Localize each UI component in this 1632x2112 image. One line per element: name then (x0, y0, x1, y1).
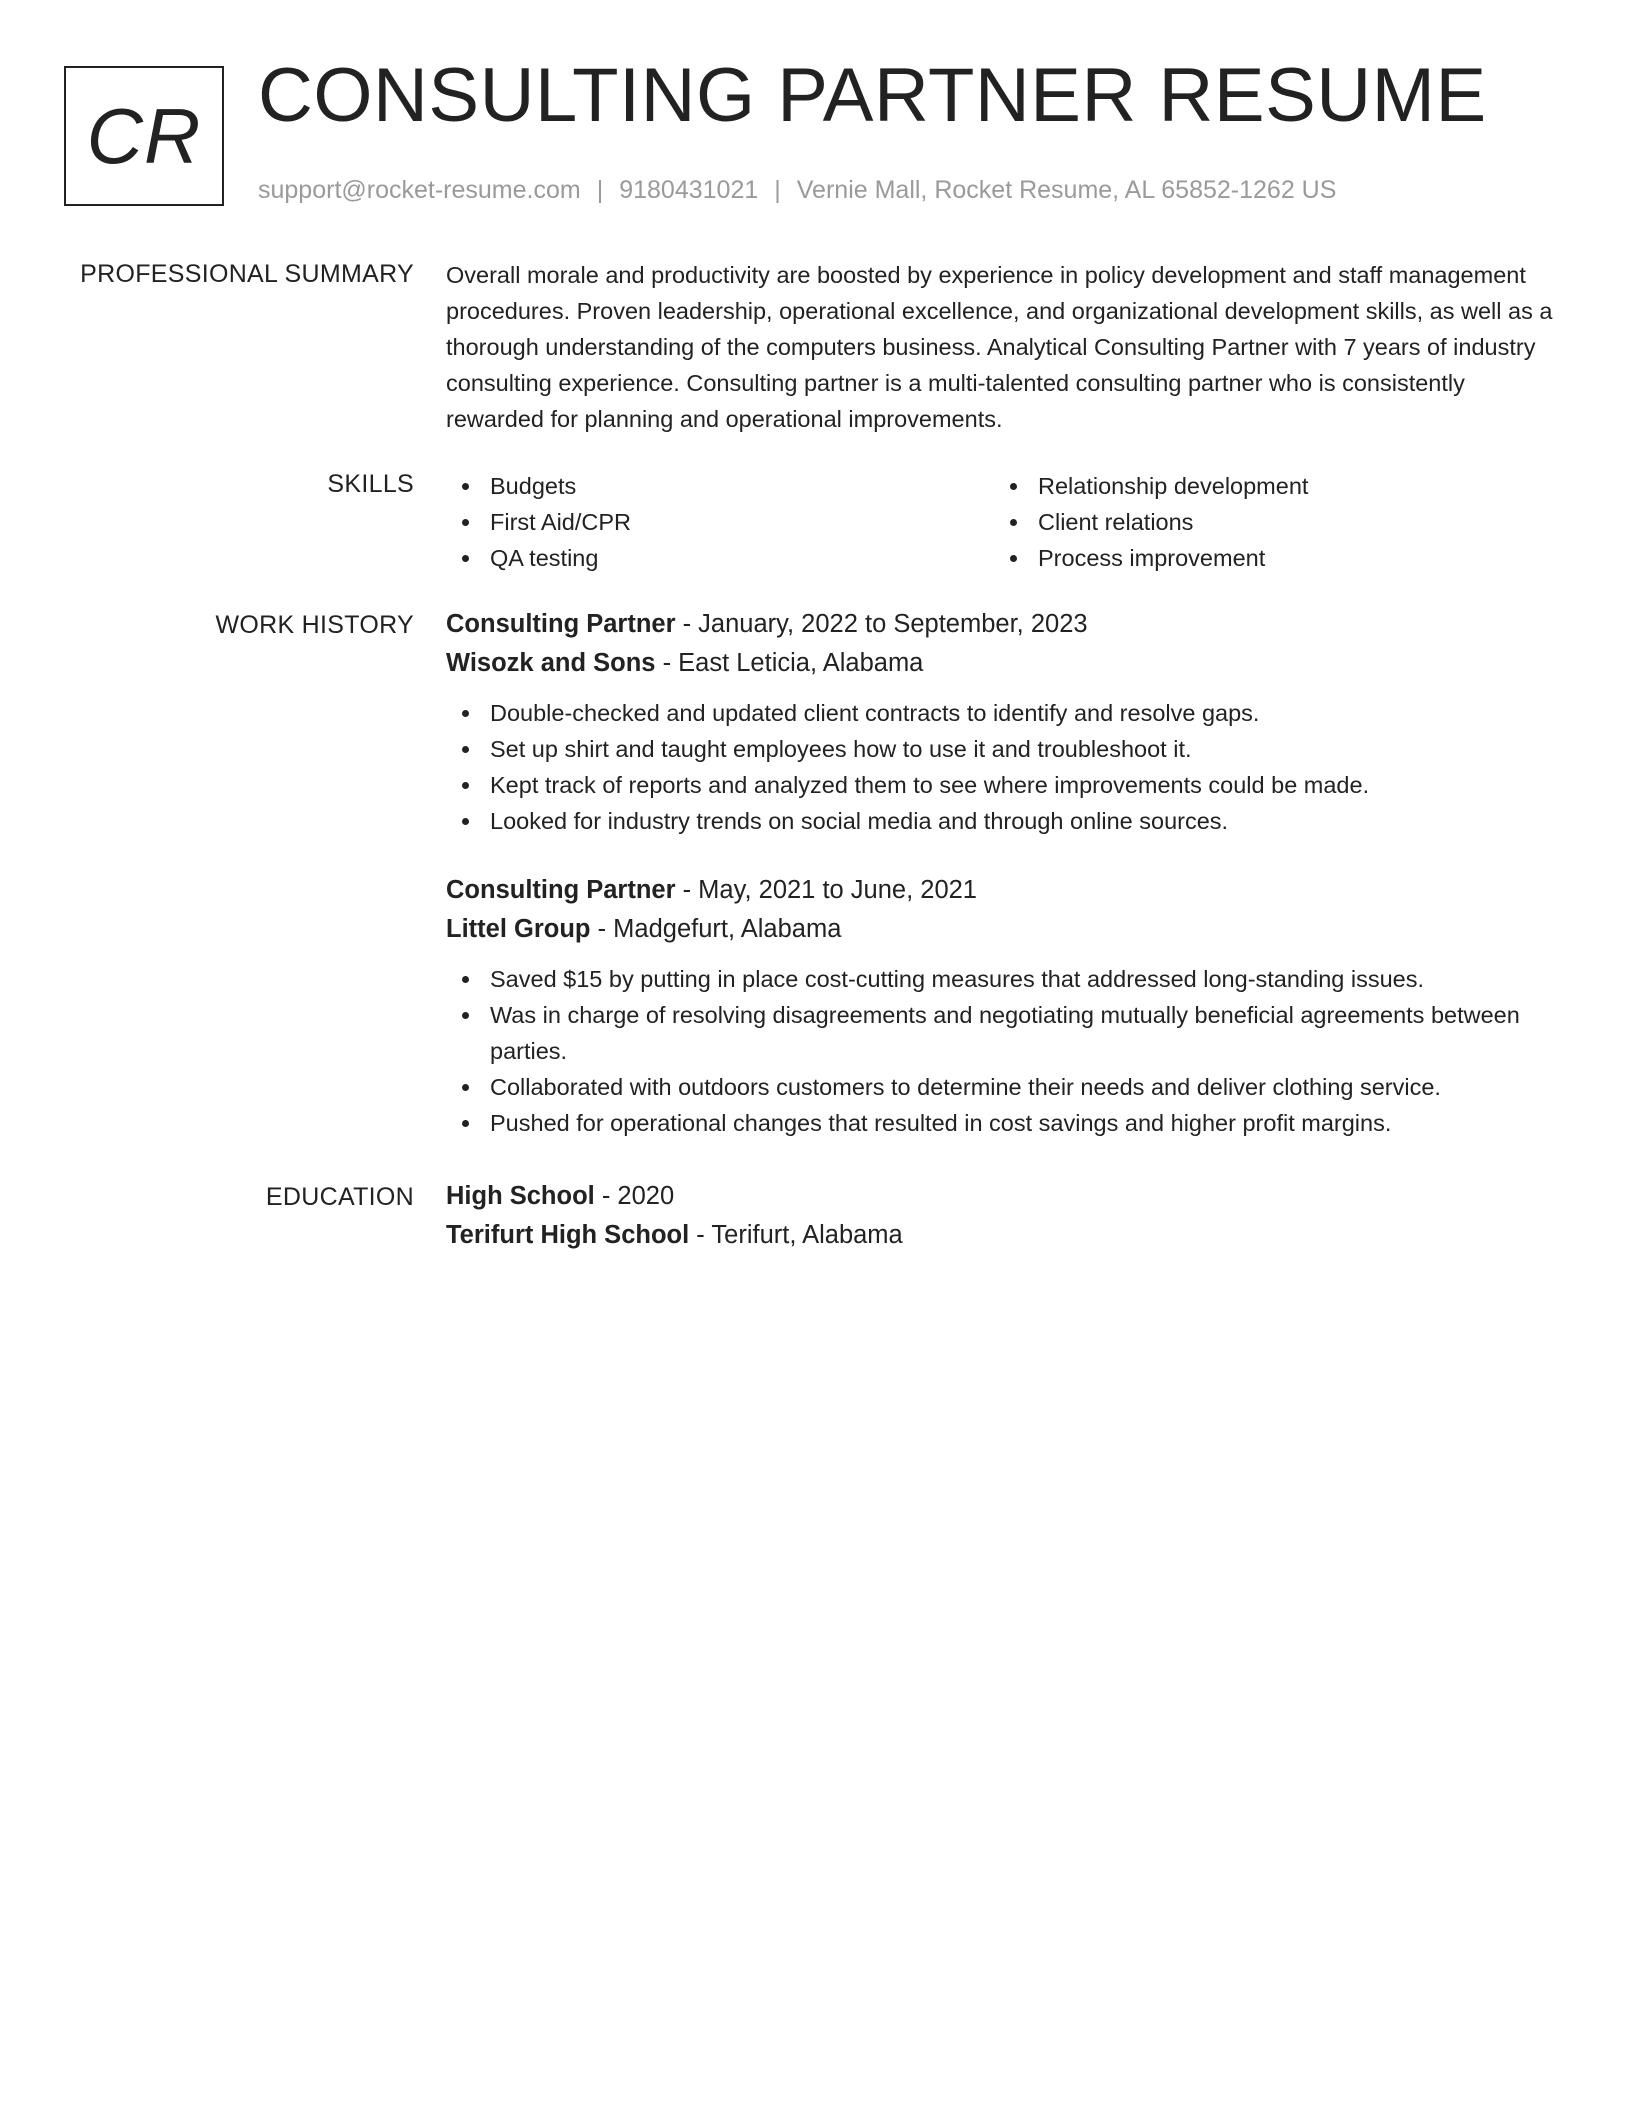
job-duty: Pushed for operational changes that resulted in cost savings and higher profit margins. (446, 1105, 1556, 1141)
skills-body (446, 468, 1556, 576)
job-duties-list (446, 695, 1556, 839)
education-label: EDUCATION (265, 1183, 414, 1211)
job-duty: Kept track of reports and analyzed them to see where improvements could be made. (446, 767, 1556, 803)
skill-item: First Aid/CPR (446, 504, 994, 540)
skills-label: SKILLS (327, 470, 414, 498)
work-history-label: WORK HISTORY (215, 611, 414, 639)
monogram-initials: CR (86, 91, 202, 180)
education-year: - 2020 (601, 1182, 675, 1210)
education-school: Terifurt High School (446, 1221, 690, 1249)
skills-column-left (446, 468, 994, 576)
monogram-box (64, 66, 224, 206)
job-title-line (446, 605, 1556, 644)
job-duty: Set up shirt and taught employees how to use it and troubleshoot it. (446, 731, 1556, 767)
job-dates: - January, 2022 to September, 2023 (682, 610, 1088, 638)
skill-item: Budgets (446, 468, 994, 504)
contact-phone: 9180431021 (619, 176, 759, 204)
education-degree-line (446, 1177, 1556, 1216)
education-body (446, 1177, 1556, 1255)
education-location: - Terifurt, Alabama (696, 1221, 903, 1249)
contact-line (258, 176, 1336, 205)
job-duty: Saved $15 by putting in place cost-cutting measures that addressed long-standing issues. (446, 961, 1556, 997)
job-company: Littel Group (446, 915, 591, 943)
summary-label: PROFESSIONAL SUMMARY (80, 260, 414, 288)
job-duty: Looked for industry trends on social media and through online sources. (446, 803, 1556, 839)
job-title: Consulting Partner (446, 876, 676, 904)
education-degree: High School (446, 1182, 595, 1210)
job-entry (446, 871, 1556, 1141)
contact-separator: | (774, 176, 781, 204)
job-title-line (446, 871, 1556, 910)
job-company: Wisozk and Sons (446, 649, 656, 677)
summary-text: Overall morale and productivity are boosted by experience in policy development and staff management procedures. Proven leadership, operational excellence, and organizational development skills, as well as a thorough understanding of the computers business. Analytical Consulting Partner with 7 years of industry consulting experience. Consulting partner is a multi-talented consulting partner who is consistently rewarded for planning and operational improvements. (446, 262, 1553, 432)
summary-body (446, 257, 1556, 437)
skills-column-right (994, 468, 1542, 576)
job-dates: - May, 2021 to June, 2021 (682, 876, 977, 904)
skills-list-right (994, 468, 1542, 576)
job-duty: Was in charge of resolving disagreements and negotiating mutually beneficial agreements between parties. (446, 997, 1556, 1069)
skill-item: QA testing (446, 540, 994, 576)
job-duty: Collaborated with outdoors customers to determine their needs and deliver clothing service. (446, 1069, 1556, 1105)
skill-item: Process improvement (994, 540, 1542, 576)
contact-separator: | (596, 176, 604, 204)
job-entry (446, 605, 1556, 839)
skills-list-left (446, 468, 994, 576)
skill-item: Relationship development (994, 468, 1542, 504)
skill-item: Client relations (994, 504, 1542, 540)
job-duty: Double-checked and updated client contracts to identify and resolve gaps. (446, 695, 1556, 731)
job-location: - Madgefurt, Alabama (597, 915, 842, 943)
contact-address: Vernie Mall, Rocket Resume, AL 65852-1262 US (796, 176, 1337, 204)
job-company-line (446, 910, 1556, 949)
job-company-line (446, 644, 1556, 683)
job-location: - East Leticia, Alabama (662, 649, 924, 677)
resume-title: CONSULTING PARTNER RESUME (258, 53, 1487, 138)
education-school-line (446, 1216, 1556, 1255)
work-history-body (446, 605, 1556, 1141)
job-duties-list (446, 961, 1556, 1141)
skills-grid (446, 468, 1556, 576)
contact-email: support@rocket-resume.com (258, 176, 581, 204)
job-title: Consulting Partner (446, 610, 676, 638)
